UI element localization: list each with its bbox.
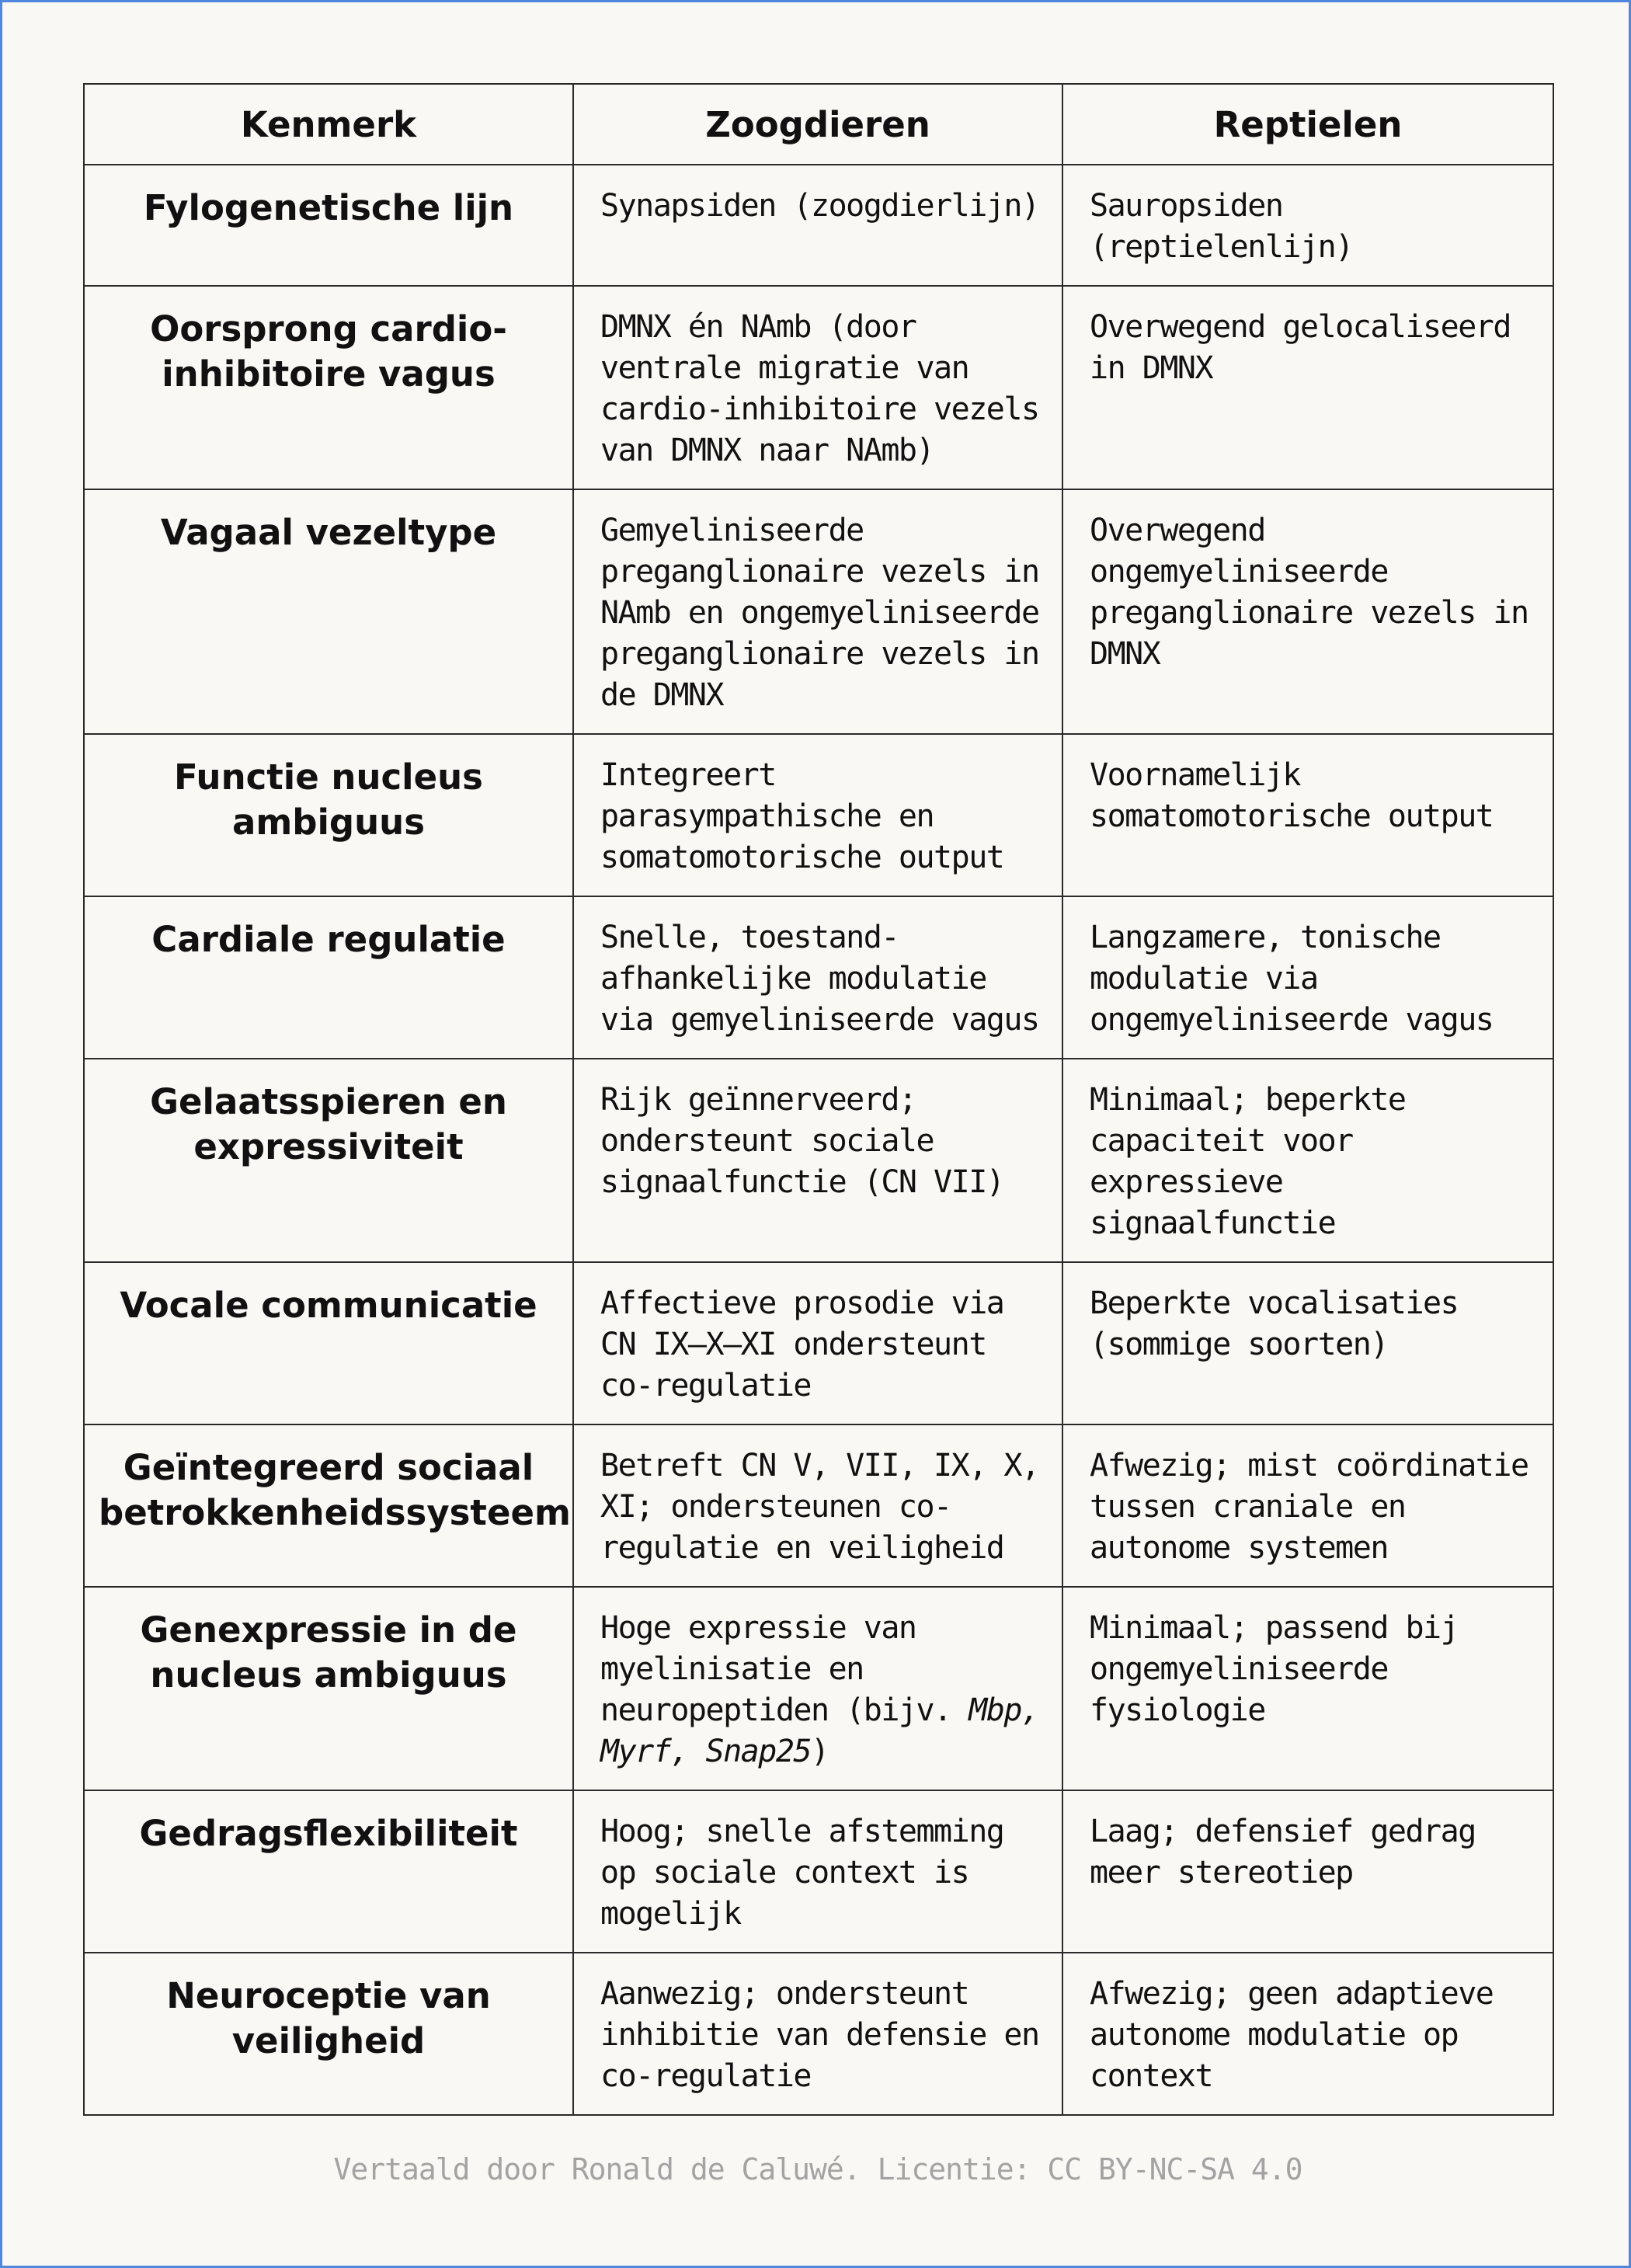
cell-mammals: Hoog; snelle afstemming op sociale context is mogelijk (573, 1790, 1062, 1953)
row-feature: Oorsprong cardio-inhibitoire vagus (84, 286, 573, 489)
header-zoogdieren: Zoogdieren (573, 84, 1062, 165)
header-kenmerk: Kenmerk (84, 84, 573, 165)
row-feature: Vocale communicatie (84, 1262, 573, 1424)
row-feature: Functie nucleus ambiguus (84, 734, 573, 896)
cell-reptiles: Laag; defensief gedrag meer stereotiep (1062, 1790, 1553, 1953)
header-reptielen: Reptielen (1062, 84, 1553, 165)
cell-reptiles: Overwegend ongemyeliniseerde preganglionaire vezels in DMNX (1062, 489, 1553, 734)
table-row (84, 1262, 1553, 1424)
header-row (84, 84, 1553, 165)
table-row (84, 734, 1553, 896)
row-feature: Genexpressie in de nucleus ambiguus (84, 1587, 573, 1790)
table-row (84, 1587, 1553, 1790)
cell-reptiles: Sauropsiden (reptielenlijn) (1062, 165, 1553, 286)
cell-mammals: Affectieve prosodie via CN IX–X–XI ondersteunt co-regulatie (573, 1262, 1062, 1424)
cell-mammals: Integreert parasympathische en somatomotorische output (573, 734, 1062, 896)
row-feature: Cardiale regulatie (84, 896, 573, 1059)
comparison-table (83, 83, 1554, 2116)
cell-reptiles: Langzamere, tonische modulatie via ongemyeliniseerde vagus (1062, 896, 1553, 1059)
row-feature: Neuroceptie van veiligheid (84, 1953, 573, 2115)
table-row (84, 1059, 1553, 1262)
cell-reptiles: Minimaal; passend bij ongemyeliniseerde fysiologie (1062, 1587, 1553, 1790)
table-row (84, 165, 1553, 286)
table-row (84, 1424, 1553, 1587)
table-row (84, 286, 1553, 489)
table-row (84, 896, 1553, 1059)
table-row (84, 1790, 1553, 1953)
cell-reptiles: Minimaal; beperkte capaciteit voor expressieve signaalfunctie (1062, 1059, 1553, 1262)
table-row (84, 1953, 1553, 2115)
cell-reptiles: Afwezig; mist coördinatie tussen craniale en autonome systemen (1062, 1424, 1553, 1587)
gene-names: Mbp, Myrf, Snap25 (600, 1692, 1039, 1769)
cell-mammals: Rijk geïnnerveerd; ondersteunt sociale signaalfunctie (CN VII) (573, 1059, 1062, 1262)
comparison-table-container (83, 83, 1553, 2116)
row-feature: Geïntegreerd sociaal betrokkenheidssysteem (84, 1424, 573, 1587)
cell-reptiles: Voornamelijk somatomotorische output (1062, 734, 1553, 896)
cell-mammals: Gemyeliniseerde preganglionaire vezels in NAmb en ongemyeliniseerde preganglionaire vezels in de DMNX (573, 489, 1062, 734)
cell-reptiles: Overwegend gelocaliseerd in DMNX (1062, 286, 1553, 489)
row-feature: Fylogenetische lijn (84, 165, 573, 286)
row-feature: Vagaal vezeltype (84, 489, 573, 734)
cell-reptiles: Afwezig; geen adaptieve autonome modulatie op context (1062, 1953, 1553, 2115)
cell-text: Hoge expressie van myelinisatie en neuropeptiden (bijv. (600, 1610, 969, 1728)
license-footer: Vertaald door Ronald de Caluwé. Licentie: CC BY-NC-SA 4.0 (333, 2152, 1302, 2186)
table-row (84, 489, 1553, 734)
cell-mammals: Betreft CN V, VII, IX, X, XI; ondersteunen co-regulatie en veiligheid (573, 1424, 1062, 1587)
cell-mammals: Snelle, toestand-afhankelijke modulatie via gemyeliniseerde vagus (573, 896, 1062, 1059)
cell-mammals: Synapsiden (zoogdierlijn) (573, 165, 1062, 286)
cell-reptiles: Beperkte vocalisaties (sommige soorten) (1062, 1262, 1553, 1424)
cell-text-end: ) (810, 1734, 829, 1769)
cell-mammals (573, 1587, 1062, 1790)
cell-mammals: Aanwezig; ondersteunt inhibitie van defensie en co-regulatie (573, 1953, 1062, 2115)
cell-mammals: DMNX én NAmb (door ventrale migratie van cardio-inhibitoire vezels van DMNX naar NAmb) (573, 286, 1062, 489)
row-feature: Gedragsflexibiliteit (84, 1790, 573, 1953)
row-feature: Gelaatsspieren en expressiviteit (84, 1059, 573, 1262)
